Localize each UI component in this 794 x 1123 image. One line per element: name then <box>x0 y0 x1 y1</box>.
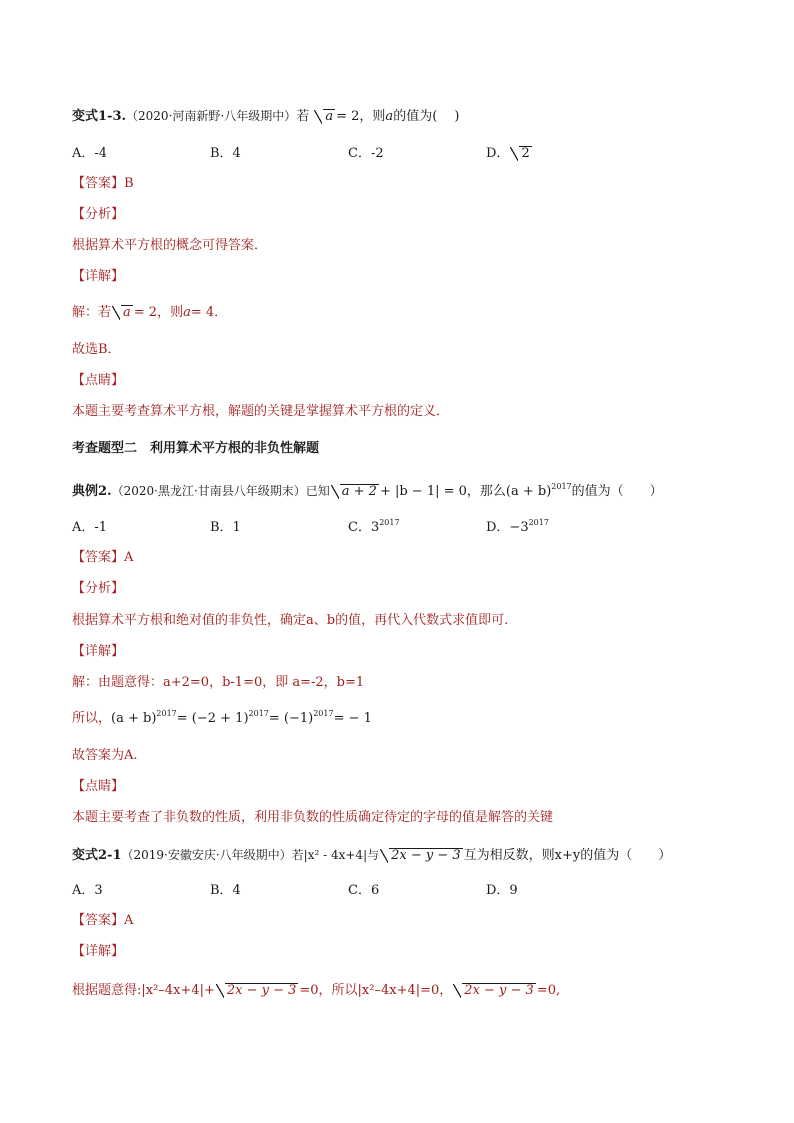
sol-post: =0, <box>536 983 561 998</box>
question-title: 变式2-1 <box>72 848 122 863</box>
q-post: 的值为（ ） <box>571 484 663 499</box>
sqrt-expression <box>216 983 299 998</box>
solution-line-2 <box>72 709 372 729</box>
option-a: A．-4 <box>72 146 108 161</box>
option-b: B．4 <box>210 883 241 898</box>
answer-label: 【答案】A <box>72 913 134 928</box>
option-c-exponent: 2017 <box>379 518 400 527</box>
radicand: 2 <box>521 146 530 161</box>
option-b: B．1 <box>210 520 241 535</box>
sqrt-expression <box>453 983 536 998</box>
exp-2: 2017 <box>248 709 269 718</box>
analysis-text: 根据算术平方根和绝对值的非负性，确定a、b的值，再代入代数式求值即可. <box>72 613 509 628</box>
exp-1: 2017 <box>156 709 177 718</box>
exp-3: 2017 <box>313 709 334 718</box>
sol-pre: 解：若 <box>72 305 112 320</box>
sqrt-expression <box>314 109 335 124</box>
q-post: 互为相反数，则x+y的值为（ ） <box>463 848 672 863</box>
option-c: C．6 <box>348 883 380 898</box>
question-ex2 <box>72 481 663 502</box>
sqrt-expression <box>112 305 133 320</box>
question-title: 变式1-3 <box>72 109 122 124</box>
radicand: a <box>123 305 131 320</box>
expr-a: (a + b) <box>111 711 157 726</box>
q-eq: = 2，则 <box>336 109 386 124</box>
q-mid: + |b − 1| = 0，那么 <box>379 484 506 499</box>
comment-text: 本题主要考查了非负数的性质，利用非负数的性质确定待定的字母的值是解答的关键 <box>72 810 554 825</box>
option-c: C．-2 <box>348 146 384 161</box>
question-v13 <box>72 106 459 127</box>
sqrt-expression <box>380 848 463 863</box>
option-d: D．9 <box>486 883 518 898</box>
option-b: B．4 <box>210 146 241 161</box>
comment-text: 本题主要考查算术平方根，解题的关键是掌握算术平方根的定义． <box>72 404 450 419</box>
expr-c: = (−1) <box>268 711 314 726</box>
analysis-text: 根据算术平方根的概念可得答案． <box>72 238 268 253</box>
option-d-label: D．−3 <box>486 520 529 535</box>
option-c-label: C．3 <box>348 520 380 535</box>
choose-text: 故答案为A. <box>72 748 138 763</box>
q-var: a <box>385 109 394 124</box>
option-c <box>348 518 400 538</box>
radicand: a + 2 <box>341 484 377 499</box>
q-post: 的值为( ) <box>393 109 460 124</box>
title-dot: . <box>107 484 112 499</box>
question-source: （2020·黑龙江·甘南县八年级期末）已知 <box>111 484 330 498</box>
section-heading: 考查题型二 利用算术平方根的非负性解题 <box>72 441 320 456</box>
question-source: （2019·安徽安庆·八年级期中）若|x² - 4x+4|与 <box>121 848 380 862</box>
sol-mid: = 2，则 <box>133 305 184 320</box>
option-a: A．3 <box>72 883 103 898</box>
analysis-heading: 【分析】 <box>72 581 125 596</box>
radicand: 2x − y − 3 <box>464 983 534 998</box>
power-exponent: 2017 <box>551 482 572 491</box>
detail-heading: 【详解】 <box>72 269 125 284</box>
sqrt-two <box>510 146 531 161</box>
sol-pre: 所以， <box>72 711 112 726</box>
analysis-heading: 【分析】 <box>72 207 125 222</box>
option-d <box>486 144 533 164</box>
sol-post: = 4． <box>190 305 228 320</box>
option-d-exponent: 2017 <box>528 518 549 527</box>
solution-line <box>72 981 560 1001</box>
choose-text: 故选B． <box>72 342 121 357</box>
detail-heading: 【详解】 <box>72 944 125 959</box>
expr-b: = (−2 + 1) <box>176 711 249 726</box>
answer-label: 【答案】B <box>72 176 134 191</box>
question-v21 <box>72 845 671 866</box>
radicand: 2x − y − 3 <box>226 983 297 998</box>
sol-mid: =0，所以|x²–4x+4|=0， <box>299 983 453 998</box>
sol-var: a <box>183 305 191 320</box>
radicand: 2x − y − 3 <box>391 848 461 863</box>
q-pre: 若 <box>296 109 310 124</box>
sol-pre: 根据题意得:|x²–4x+4|+ <box>72 983 215 998</box>
solution-line <box>72 303 227 323</box>
option-a: A．-1 <box>72 520 108 535</box>
solution-line-1: 解：由题意得：a+2=0，b-1=0，即 a=-2，b=1 <box>72 675 365 690</box>
option-d <box>486 518 549 538</box>
answer-label: 【答案】A <box>72 550 134 565</box>
title-dot: . <box>121 109 127 124</box>
radicand: a <box>325 109 334 124</box>
power-base: (a + b) <box>505 484 552 499</box>
question-source: （2020·河南新野·八年级期中） <box>126 109 297 123</box>
sqrt-expression <box>331 484 379 499</box>
option-d-label: D． <box>486 146 510 161</box>
expr-d: = − 1 <box>333 711 372 726</box>
comment-heading: 【点睛】 <box>72 373 125 388</box>
comment-heading: 【点睛】 <box>72 779 125 794</box>
detail-heading: 【详解】 <box>72 644 125 659</box>
question-title: 典例2 <box>72 484 108 499</box>
